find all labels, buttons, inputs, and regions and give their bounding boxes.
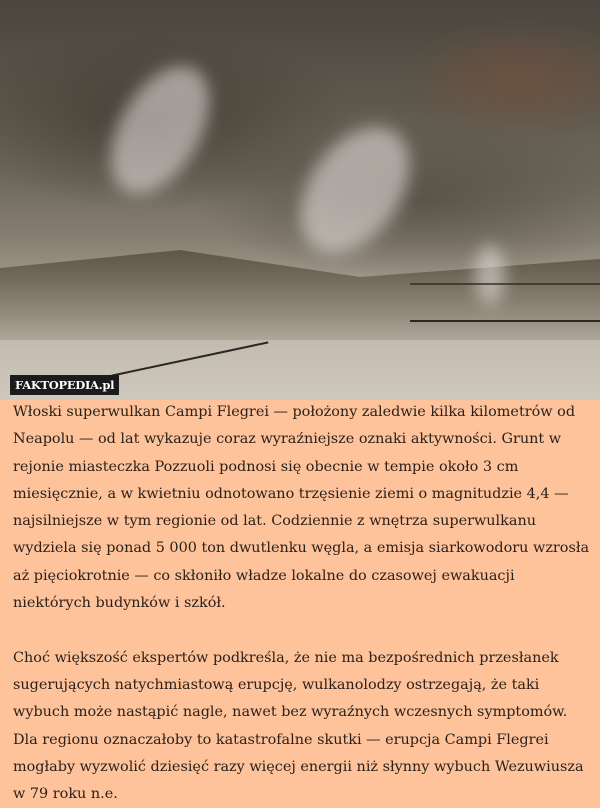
volcanic-landscape-photo [0,0,600,400]
fence [410,283,600,285]
steam-plume [278,107,432,273]
fence [410,320,600,322]
article-text [13,399,593,808]
hillside [0,250,600,340]
paragraph: Włoski superwulkan Campi Flegrei — położony zaledwie kilka kilometrów od Neapolu — od lat wykazuje coraz wyraźniejsze oznaki aktywności. Grunt w rejonie miasteczka Pozzuoli podnosi się obecnie w tempie około 3 cm miesięcznie, a w kwietniu odnotowano trzęsienie ziemi o magnitudzie 4,4 — najsilniejsze w tym regionie od lat. Codziennie z wnętrza superwulkanu wydziela się ponad 5 000 ton dwutlenku węgla, a emisja siarkowodoru wzrosła aż pięciokrotnie — co skłoniło władze lokalne do czasowej ewakuacji niektórych budynków i szkół. [13,404,590,612]
fence [112,341,269,376]
faktopedia-watermark: FAKTOPEDIA.pl [10,375,119,395]
paragraph: Choć większość ekspertów podkreśla, że nie ma bezpośrednich przesłanek sugerujących natychmiastową erupcję, wulkanolodzy ostrzegają, że taki wybuch może nastąpić nagle, nawet bez wyraźnych wczesnych symptomów. Dla regionu oznaczałoby to katastrofalne skutki — erupcja Campi Flegrei mogłaby wyzwolić dziesięć razy więcej energii niż słynny wybuch Wezuwiusza w 79 roku n.e. [13,649,584,803]
steam-plume [475,245,505,305]
steam-plume [90,49,229,210]
